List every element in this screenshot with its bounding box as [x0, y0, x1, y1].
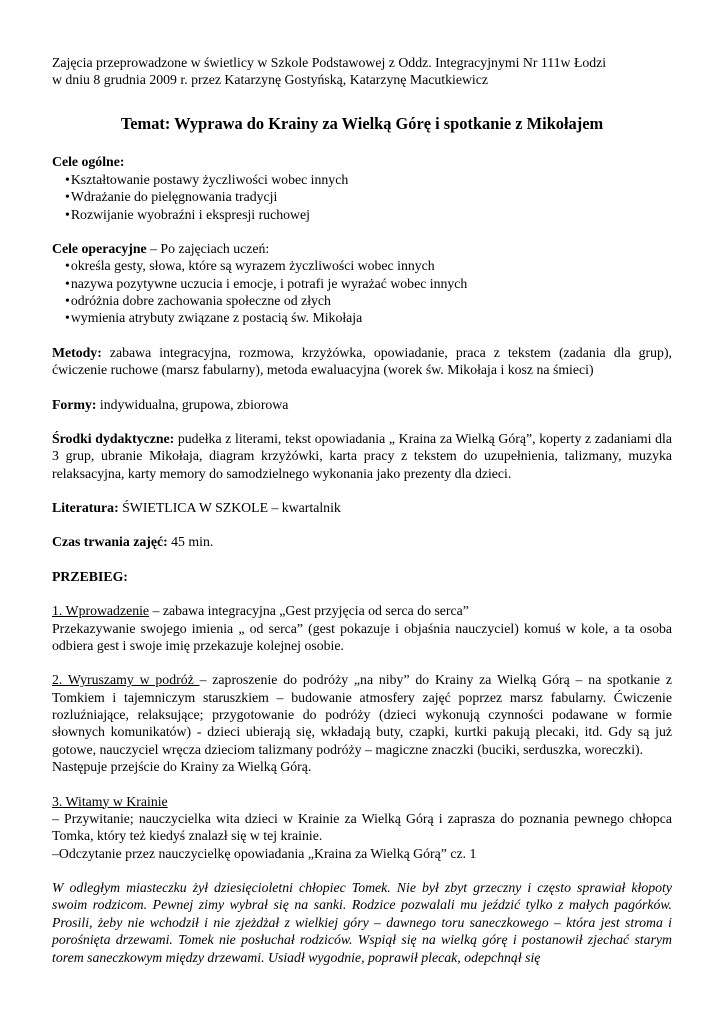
list-item: • określa gesty, słowa, które są wyrazem życzliwości wobec innych: [65, 257, 672, 274]
header-line-2: w dniu 8 grudnia 2009 r. przez Katarzynę Gostyńską, Katarzynę Macutkiewicz: [52, 72, 488, 88]
list-item: • odróżnia dobre zachowania społeczne od złych: [65, 292, 672, 309]
section-3-para-2: –Odczytanie przez nauczycielkę opowiadania „Kraina za Wielką Górą” cz. 1: [52, 845, 477, 861]
section-welcome: [52, 793, 672, 863]
document-header: [52, 54, 672, 89]
general-goals-list: [52, 171, 672, 223]
lesson-title: Temat: Wyprawa do Krainy za Wielką Górę i spotkanie z Mikołajem: [120, 113, 604, 133]
list-item: • wymienia atrybuty związane z postacią św. Mikołaja: [65, 309, 672, 326]
general-goals-label: Cele ogólne:: [52, 154, 125, 170]
methods-paragraph: Metody: zabawa integracyjna, rozmowa, krzyżówka, opowiadanie, praca z tekstem (zadania dla grup), ćwiczenie ruchowe (marsz fabularny), metoda ewaluacyjna (worek św. Mikołaja i kosz na śmieci): [52, 344, 672, 378]
literature-paragraph: Literatura: ŚWIETLICA W SZKOLE – kwartalnik: [52, 500, 341, 516]
section-3-heading: 3. Witamy w Krainie: [52, 793, 168, 809]
list-item: • Rozwijanie wyobraźni i ekspresji ruchowej: [65, 206, 672, 223]
section-introduction: [52, 602, 672, 654]
operational-goals-list: [52, 257, 672, 327]
duration-paragraph: Czas trwania zajęć: 45 min.: [52, 534, 214, 550]
operational-goals-label: Cele operacyjne – Po zajęciach uczeń:: [52, 240, 270, 256]
section-1-heading: 1. Wprowadzenie – zabawa integracyjna „Gest przyjęcia od serca do serca”: [52, 603, 469, 619]
operational-goals-section: [52, 240, 672, 327]
course-heading: PRZEBIEG:: [52, 568, 128, 584]
general-goals-section: [52, 153, 672, 223]
list-item: • Kształtowanie postawy życzliwości wobec innych: [65, 171, 672, 188]
section-3-para-1: – Przywitanie; nauczycielka wita dzieci w Krainie za Wielką Górą i zaprasza do poznania pewnego chłopca Tomka, który też kiedyś znalazł się w tej krainie.: [52, 810, 672, 844]
section-2-heading: 2. Wyruszamy w podróż – zaproszenie do podróży „na niby” do Krainy za Wielką Górą – na spotkanie z Tomkiem i tajemniczym staruszkiem – budowanie atmosfery zajęć poprzez marsz fabularny. Ćwiczenie rozluźniające, relaksujące; przygotowanie do podróży (dzieci wykonują czynności podawane w formie słownych komunikatów) - dzieci ubierają się, wkładają buty, czapki, kurtki pakują plecaki, itd. Gdy są już gotowe, nauczyciel wręcza dzieciom talizmany podróży – magiczne znaczki (buciki, serduszka, woreczki).: [52, 672, 672, 757]
section-1-body: Przekazywanie swojego imienia „ od serca” (gest pokazuje i objaśnia nauczyciel) komuś w kole, a ta osoba odbiera gest i swoje imię przekazuje kolejnej osobie.: [52, 620, 672, 653]
list-item: • nazywa pozytywne uczucia i emocje, i potrafi je wyrażać wobec innych: [65, 275, 672, 292]
story-paragraph: W odległym miasteczku żył dziesięcioletni chłopiec Tomek. Nie był zbyt grzeczny i często sprawiał kłopoty swoim rodzicom. Pewnej zimy wybrał się na sanki. Rodzice pozwalali mu jeździć tylko z małych pagórków. Prosili, żeby nie wchodził i nie zjeżdżał z wielkiej góry – dawnego toru saneczkowego – która jest stroma i porośnięta drzewami. Tomek nie posłuchał rodziców. Wspiął się na wielką górę i postanowił zjechać starym torem saneczkowym między drzewami. Usiadł wygodnie, poprawił plecak, odepchnął się: [52, 880, 672, 965]
materials-paragraph: Środki dydaktyczne: pudełka z literami, tekst opowiadania „ Kraina za Wielką Górą”, koperty z zadaniami dla 3 grup, ubranie Mikołaja, diagram krzyżówki, karta pracy z tekstem do uzupełnienia, talizmany, muzyka relaksacyjna, karty memory do samodzielnego wykonania jako prezenty dla dzieci.: [52, 430, 672, 481]
list-item: • Wdrażanie do pielęgnowania tradycji: [65, 188, 672, 205]
header-line-1: Zajęcia przeprowadzone w świetlicy w Szkole Podstawowej z Oddz. Integracyjnymi Nr 111w Łodzi: [52, 55, 607, 70]
section-journey: [52, 671, 672, 775]
section-2-body: Następuje przejście do Krainy za Wielką Górą.: [52, 759, 312, 775]
forms-paragraph: Formy: indywidualna, grupowa, zbiorowa: [52, 396, 289, 412]
